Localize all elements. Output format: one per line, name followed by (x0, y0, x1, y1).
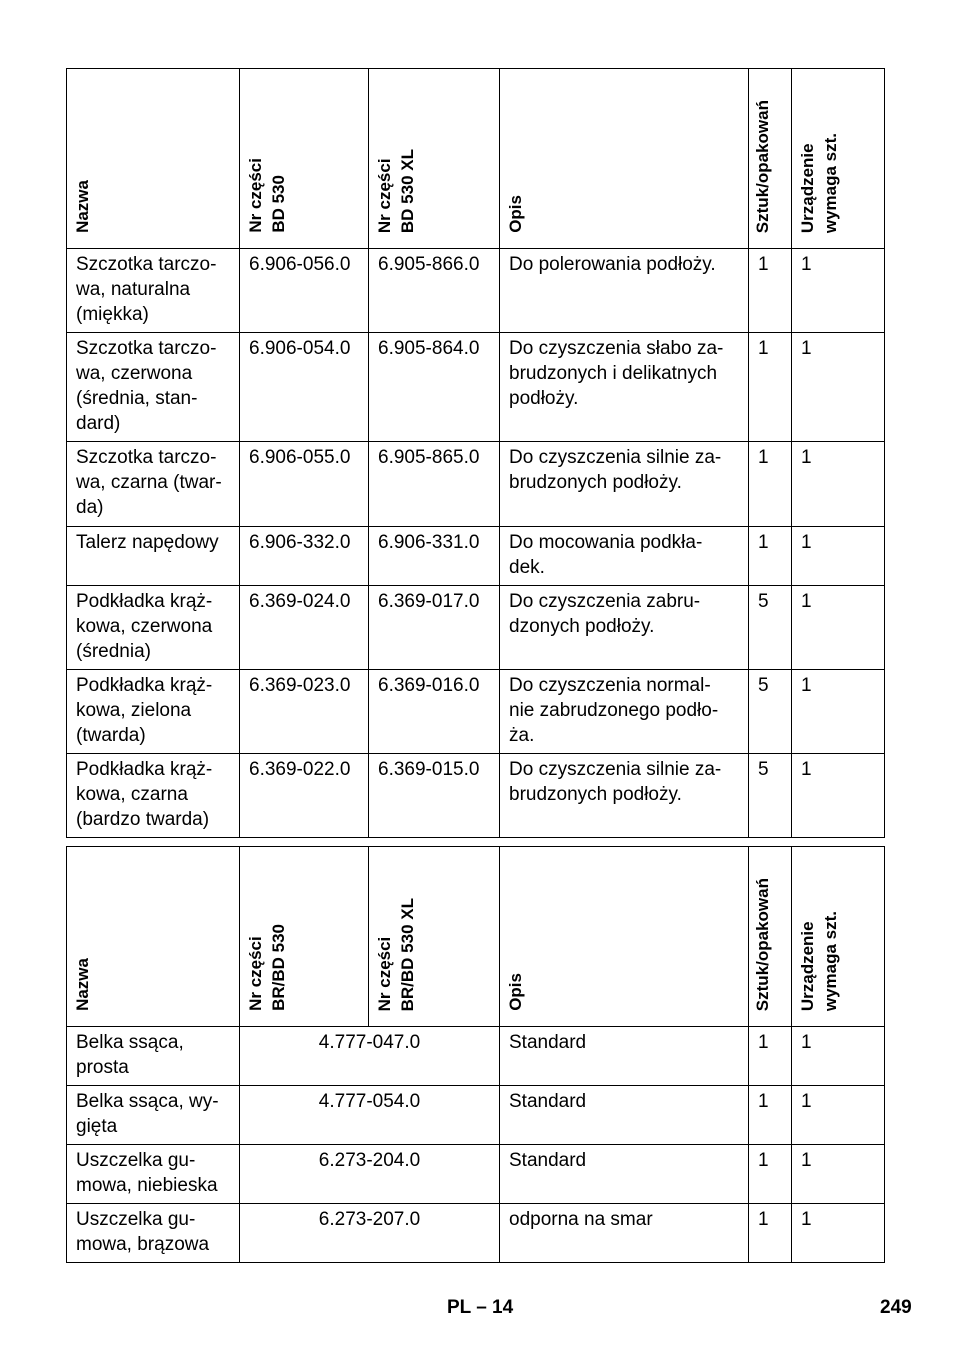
header-part-bd530xl: Nr części BD 530 XL (375, 148, 417, 233)
header-cell (369, 69, 500, 249)
header-cell (67, 69, 240, 249)
cell-desc: Do mocowania podkła- dek. (500, 527, 749, 586)
cell-name: Podkładka krąż- kowa, zielona (twarda) (67, 670, 240, 754)
header-cell (369, 847, 500, 1027)
header-cell (792, 847, 885, 1027)
cell-req: 1 (792, 1204, 885, 1263)
cell-desc: Standard (500, 1145, 749, 1204)
table-row (67, 1027, 885, 1086)
cell-qty: 5 (749, 670, 792, 754)
table-row (67, 1145, 885, 1204)
cell-qty: 1 (749, 1027, 792, 1086)
cell-name: Belka ssąca, prosta (67, 1027, 240, 1086)
header-opis: Opis (506, 195, 525, 233)
header-urzadzenie: Urządzenie wymaga szt. (798, 132, 840, 233)
header-sztuk: Sztuk/opakowań (753, 99, 772, 233)
cell-desc: Standard (500, 1086, 749, 1145)
accessories-table-bd530 (66, 68, 885, 838)
header-cell (240, 847, 369, 1027)
header-nazwa: Nazwa (73, 180, 92, 233)
cell-part: 4.777-047.0 (240, 1027, 500, 1086)
cell-part1: 6.906-056.0 (240, 249, 369, 333)
cell-qty: 1 (749, 333, 792, 442)
cell-name: Szczotka tarczo- wa, naturalna (miękka) (67, 249, 240, 333)
cell-req: 1 (792, 333, 885, 442)
cell-name: Talerz napędowy (67, 527, 240, 586)
cell-qty: 1 (749, 527, 792, 586)
cell-part2: 6.905-866.0 (369, 249, 500, 333)
cell-desc: Do czyszczenia słabo za- brudzonych i delikatnych podłoży. (500, 333, 749, 442)
cell-req: 1 (792, 1145, 885, 1204)
cell-name: Podkładka krąż- kowa, czerwona (średnia) (67, 586, 240, 670)
cell-req: 1 (792, 249, 885, 333)
cell-req: 1 (792, 1027, 885, 1086)
cell-req: 1 (792, 442, 885, 527)
header-opis: Opis (506, 973, 525, 1011)
footer-language-page: PL – 14 (447, 1297, 514, 1318)
cell-name: Belka ssąca, wy- gięta (67, 1086, 240, 1145)
cell-desc: Do polerowania podłoży. (500, 249, 749, 333)
cell-part2: 6.906-331.0 (369, 527, 500, 586)
cell-desc: odporna na smar (500, 1204, 749, 1263)
cell-part1: 6.369-023.0 (240, 670, 369, 754)
cell-req: 1 (792, 670, 885, 754)
cell-qty: 5 (749, 754, 792, 838)
header-part-bd530: Nr części BD 530 (246, 158, 288, 233)
table-row (67, 1086, 885, 1145)
header-cell (500, 847, 749, 1027)
cell-name: Szczotka tarczo- wa, czerwona (średnia, stan- dard) (67, 333, 240, 442)
cell-part: 4.777-054.0 (240, 1086, 500, 1145)
header-cell (500, 69, 749, 249)
cell-req: 1 (792, 527, 885, 586)
cell-name: Uszczelka gu- mowa, brązowa (67, 1204, 240, 1263)
cell-qty: 5 (749, 586, 792, 670)
cell-req: 1 (792, 1086, 885, 1145)
table-row (67, 333, 885, 442)
cell-part1: 6.906-332.0 (240, 527, 369, 586)
table-header-row (67, 847, 885, 1027)
cell-req: 1 (792, 586, 885, 670)
header-part-brbd530xl: Nr części BR/BD 530 XL (375, 897, 417, 1011)
cell-desc: Do czyszczenia silnie za- brudzonych podłoży. (500, 754, 749, 838)
table-row (67, 249, 885, 333)
cell-part2: 6.369-016.0 (369, 670, 500, 754)
cell-part2: 6.905-865.0 (369, 442, 500, 527)
cell-qty: 1 (749, 1145, 792, 1204)
cell-desc: Do czyszczenia zabru- dzonych podłoży. (500, 586, 749, 670)
table-row (67, 527, 885, 586)
cell-part: 6.273-207.0 (240, 1204, 500, 1263)
cell-part1: 6.906-055.0 (240, 442, 369, 527)
cell-part2: 6.905-864.0 (369, 333, 500, 442)
header-cell (240, 69, 369, 249)
header-cell (749, 69, 792, 249)
table-row (67, 670, 885, 754)
cell-name: Podkładka krąż- kowa, czarna (bardzo twarda) (67, 754, 240, 838)
header-sztuk: Sztuk/opakowań (753, 877, 772, 1011)
header-urzadzenie: Urządzenie wymaga szt. (798, 910, 840, 1011)
cell-part: 6.273-204.0 (240, 1145, 500, 1204)
cell-desc: Do czyszczenia silnie za- brudzonych podłoży. (500, 442, 749, 527)
page-number: 249 (880, 1297, 912, 1318)
table-row (67, 442, 885, 527)
cell-part2: 6.369-015.0 (369, 754, 500, 838)
cell-part1: 6.369-022.0 (240, 754, 369, 838)
cell-qty: 1 (749, 1086, 792, 1145)
table-row (67, 754, 885, 838)
accessories-table-brbd530 (66, 846, 885, 1263)
cell-qty: 1 (749, 1204, 792, 1263)
table-row (67, 1204, 885, 1263)
table-row (67, 586, 885, 670)
cell-req: 1 (792, 754, 885, 838)
header-cell (67, 847, 240, 1027)
header-cell (749, 847, 792, 1027)
cell-name: Uszczelka gu- mowa, niebieska (67, 1145, 240, 1204)
header-cell (792, 69, 885, 249)
cell-qty: 1 (749, 442, 792, 527)
table-header-row (67, 69, 885, 249)
cell-part2: 6.369-017.0 (369, 586, 500, 670)
header-nazwa: Nazwa (73, 958, 92, 1011)
cell-desc: Standard (500, 1027, 749, 1086)
cell-part1: 6.906-054.0 (240, 333, 369, 442)
cell-desc: Do czyszczenia normal- nie zabrudzonego podło- ża. (500, 670, 749, 754)
cell-name: Szczotka tarczo- wa, czarna (twar- da) (67, 442, 240, 527)
cell-part1: 6.369-024.0 (240, 586, 369, 670)
cell-qty: 1 (749, 249, 792, 333)
header-part-brbd530: Nr części BR/BD 530 (246, 924, 288, 1011)
